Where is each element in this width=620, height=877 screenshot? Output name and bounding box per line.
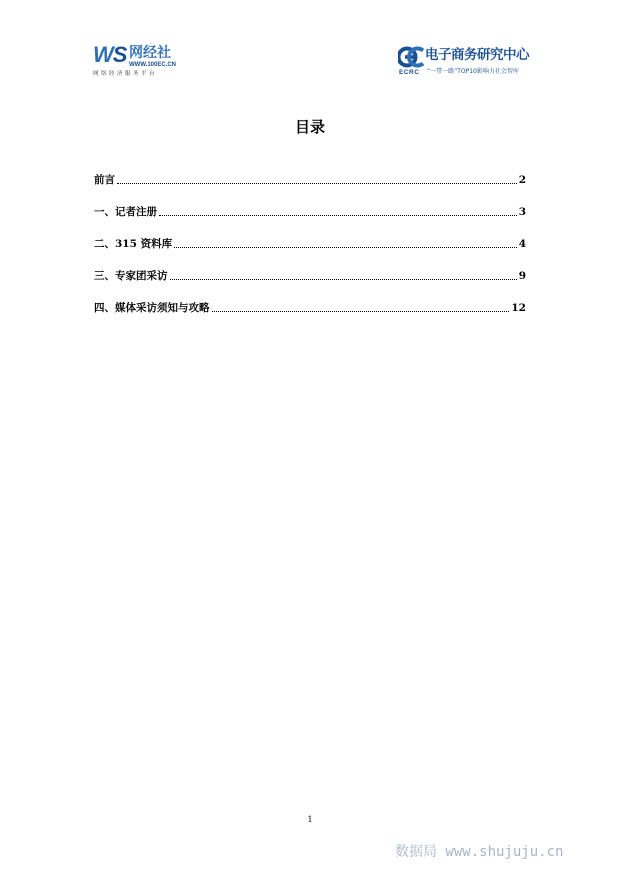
logo-url: WWW.100EC.CN [129,62,177,68]
toc-entry-page: 3 [518,206,526,218]
toc-entry-reporter-registration[interactable] [94,204,526,220]
logo-ecrc-text: ECRC [399,69,420,76]
toc-entry-page: 4 [518,238,526,250]
toc-dot-leader [170,278,517,280]
ec-logo-icon [398,46,424,68]
watermark-text: 数据局 www.shujuju.cn [395,844,564,860]
toc-entry-label: 前言 [94,174,115,186]
toc-dot-leader [174,246,517,248]
toc-entry-page: 12 [511,302,526,314]
toc-entry-preface[interactable] [94,172,526,188]
toc-entry-expert-interview[interactable] [94,268,526,284]
ecrc-logo [398,46,530,78]
toc-entry-315-database[interactable] [94,236,526,252]
logo-org-tagline: “一带一路”TOP10影响力社会智库 [427,68,519,75]
logo-letter-s: S [112,42,127,67]
toc-dot-leader [159,214,517,216]
wangjingshe-logo [93,44,203,80]
page-number: 1 [307,815,313,824]
toc-entry-label: 四、媒体采访须知与攻略 [94,302,210,314]
toc-entry-label: 一、记者注册 [94,206,157,218]
logo-letter-w: W [93,42,113,67]
toc-entry-page: 2 [518,174,526,186]
logo-brand-name: 网经社 [129,45,171,61]
logo-org-name: 电子商务研究中心 [425,47,529,63]
toc-entry-label: 二、315 资料库 [94,238,173,250]
ws-logo-mark [93,44,126,66]
toc-entry-page: 9 [518,270,526,282]
toc-entry-media-guide[interactable] [94,300,526,316]
toc-dot-leader [117,182,517,184]
toc-title: 目录 [294,118,325,136]
toc-entry-label: 三、专家团采访 [94,270,168,282]
toc-dot-leader [212,310,510,312]
logo-tagline: 网络经济服务平台 [93,71,158,77]
